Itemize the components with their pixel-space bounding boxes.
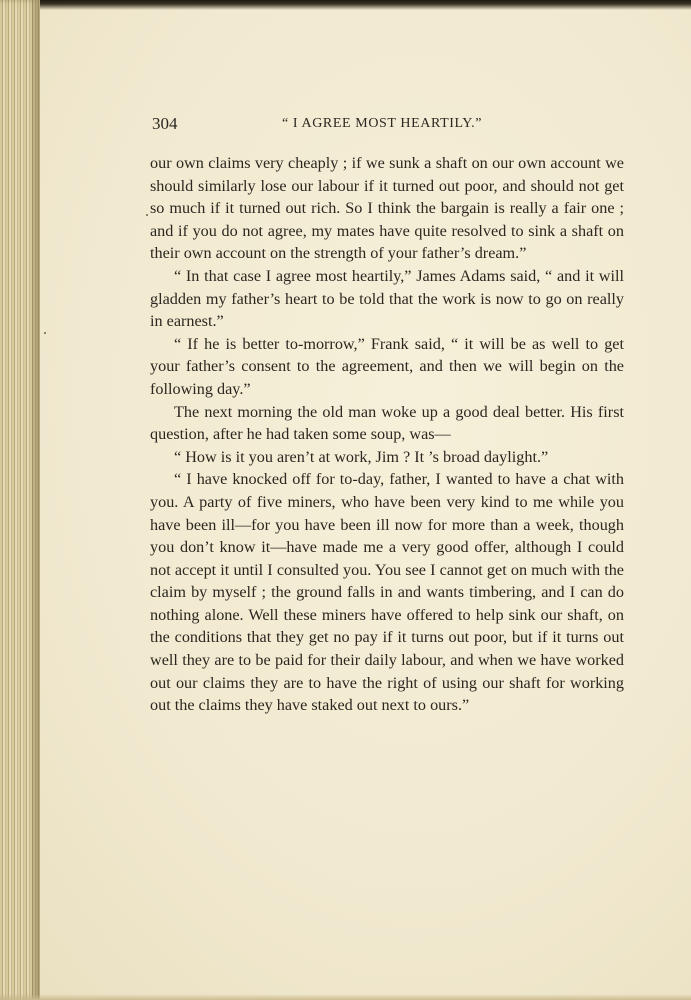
body-text [150, 152, 624, 717]
paragraph: “ In that case I agree most heartily,” James Adams said, “ and it will gladden my father’s heart to be told that the work is now to go on really in earnest.” [150, 266, 624, 331]
page-header [152, 114, 624, 138]
margin-speck [44, 332, 46, 334]
page-number: 304 [152, 114, 178, 133]
paragraph: our own claims very cheaply ; if we sunk a shaft on our own account we should similarly lose our labour if it turned out poor, and should not get so much if it turned out rich. So I think the bargain is really a fair one ; and if you do not agree, my mates have quite resolved to sink a shaft on their own account on the strength of your father’s dream.” [150, 154, 624, 263]
paragraph: The next morning the old man woke up a good deal better. His first question, after he had taken some soup, was— [150, 402, 624, 444]
running-title: “ I AGREE MOST HEARTILY.” [282, 116, 483, 131]
page-bottom-edge [0, 994, 691, 1000]
paragraph: “ How is it you aren’t at work, Jim ? It ’s broad daylight.” [174, 447, 549, 466]
margin-speck [146, 214, 148, 216]
page-edges-binding [0, 0, 40, 1000]
page-top-shadow [0, 0, 691, 10]
paragraph: “ If he is better to-morrow,” Frank said, “ it will be as well to get your father’s consent to the agreement, and then we will begin on the following day.” [150, 334, 624, 398]
paragraph: “ I have knocked off for to-day, father, I wanted to have a chat with you. A party of five miners, who have been very kind to me while you have been ill—for you have been ill now for more than a week, though you don’t know it—have made me a very good offer, although I could not accept it until I consulted you. You see I cannot get on much with the claim by myself ; the ground falls in and wants timbering, and I can do nothing alone. Well these miners have offered to help sink our shaft, on the conditions that they get no pay if it turns out poor, but if it turns out well they are to be paid for their daily labour, and when we have worked out our claims they are to have the right of using our shaft for working out the claims they have staked out next to ours.” [150, 470, 624, 715]
